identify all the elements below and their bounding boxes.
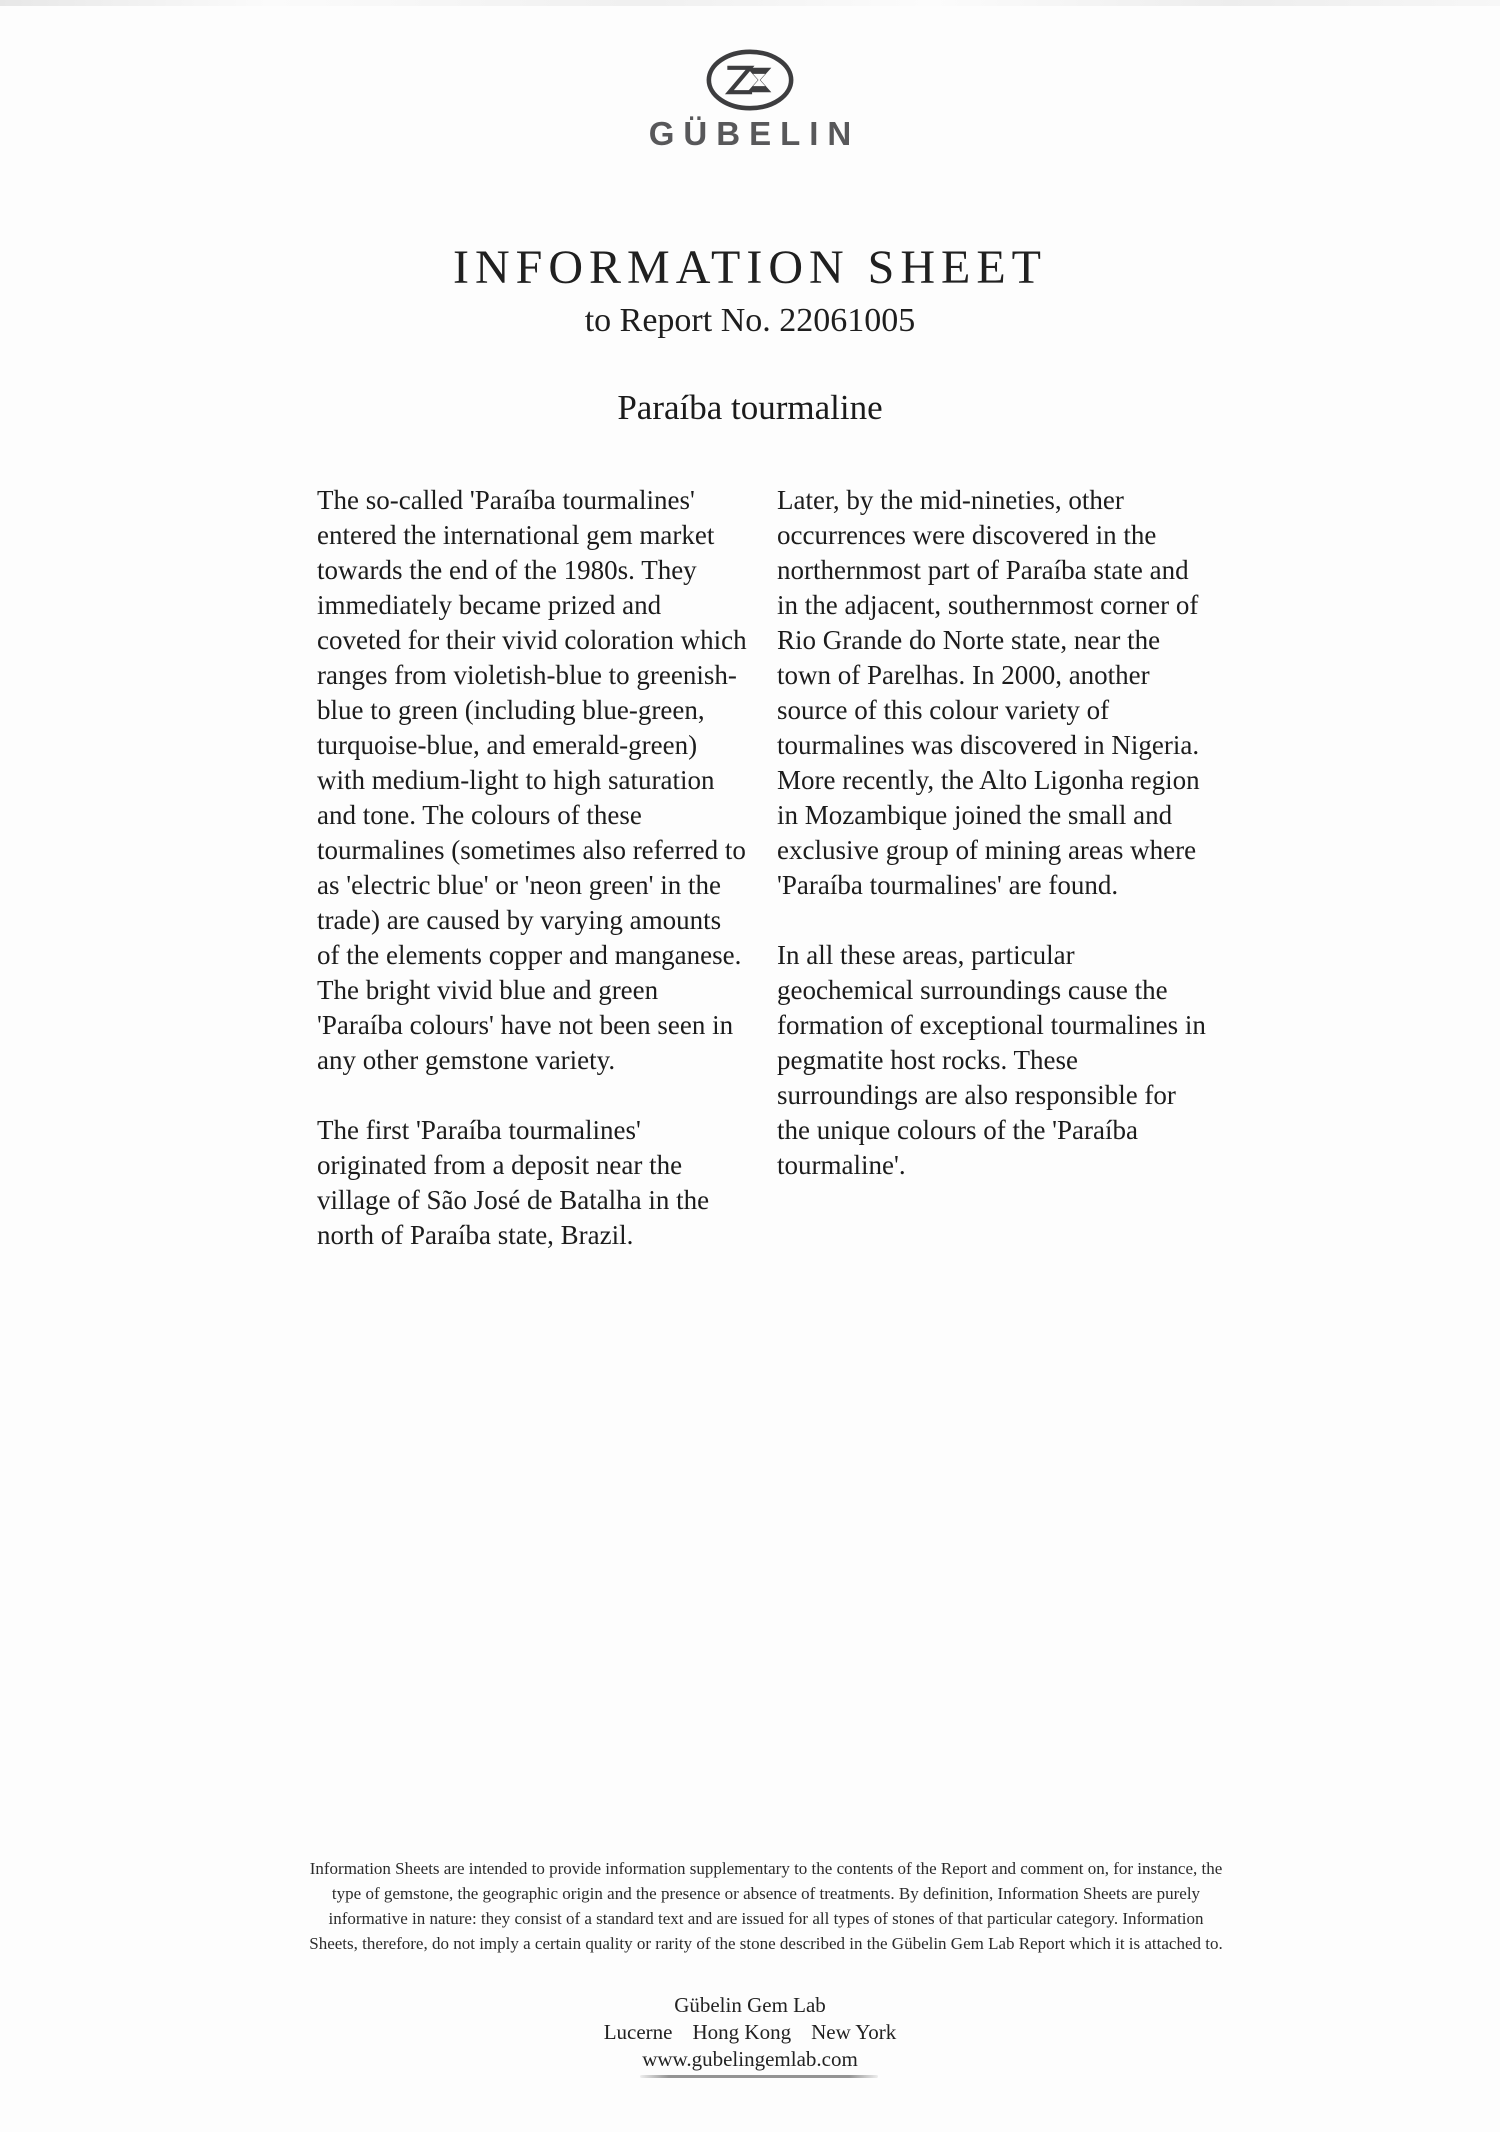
footer-city-lucerne: Lucerne bbox=[603, 2020, 673, 2044]
footer-rule bbox=[640, 2075, 878, 2078]
footer bbox=[0, 1992, 1500, 2073]
article-body bbox=[317, 483, 1207, 1253]
paragraph-right-2: In all these areas, particular geochemical surroundings cause the formation of exceptional tourmalines in pegmatite host rocks. These surroundings are also responsible for the unique colours of the 'Paraíba tourmaline'. bbox=[777, 940, 1206, 1180]
article-left-column bbox=[317, 483, 747, 1253]
stone-title: Paraíba tourmaline bbox=[617, 388, 883, 427]
paragraph-right-1: Later, by the mid-nineties, other occurrences were discovered in the northernmost part of Paraíba state and in the adjacent, southernmost corner of Rio Grande do Norte state, near the town of Parelhas. In 2000, another source of this colour variety of tourmalines was discovered in Nigeria. More recently, the Alto Ligonha region in Mozambique joined the small and exclusive group of mining areas where 'Paraíba tourmalines' are found. bbox=[777, 485, 1200, 900]
information-sheet-title: INFORMATION SHEET bbox=[453, 241, 1047, 294]
footer-city-newyork: New York bbox=[811, 2020, 897, 2044]
footer-website: www.gubelingemlab.com bbox=[642, 2047, 858, 2071]
gubelin-crest-icon bbox=[704, 48, 796, 112]
footer-cities bbox=[0, 2019, 1500, 2046]
report-number: to Report No. 22061005 bbox=[584, 302, 916, 339]
logo-wordmark: GÜBELIN bbox=[648, 115, 861, 152]
gubelin-logo bbox=[0, 48, 1500, 153]
paragraph-left-2: The first 'Paraíba tourmalines' originated from a deposit near the village of São José de Batalha in the north of Paraíba state, Brazil. bbox=[317, 1115, 710, 1250]
article-right-column bbox=[777, 483, 1207, 1253]
scan-edge-artifact bbox=[0, 0, 1500, 6]
paragraph-left-1: The so-called 'Paraíba tourmalines' entered the international gem market towards the end of the 1980s. They immediately became prized and coveted for their vivid coloration which ranges from violetish-blue to greenish-blue to green (including blue-green, turquoise-blue, and emerald-green) with medium-light to high saturation and tone. The colours of these tourmalines (sometimes also referred to as 'electric blue' or 'neon green' in the trade) are caused by varying amounts of the elements copper and manganese. The bright vivid blue and green 'Paraíba colours' have not been seen in any other gemstone variety. bbox=[317, 485, 747, 1075]
footnote-disclaimer: Information Sheets are intended to provide information supplementary to the contents of the Report and comment on, for instance, the type of gemstone, the geographic origin and the presence or absence of treatments. By definition, Information Sheets are purely informative in nature: they consist of a standard text and are issued for all types of stones of that particular category. Information Sheets, therefore, do not imply a certain quality or rarity of the stone described in the Gübelin Gem Lab Report which it is attached to. bbox=[309, 1859, 1223, 1953]
footer-city-hongkong: Hong Kong bbox=[692, 2020, 792, 2044]
footer-lab-name: Gübelin Gem Lab bbox=[674, 1993, 826, 2017]
